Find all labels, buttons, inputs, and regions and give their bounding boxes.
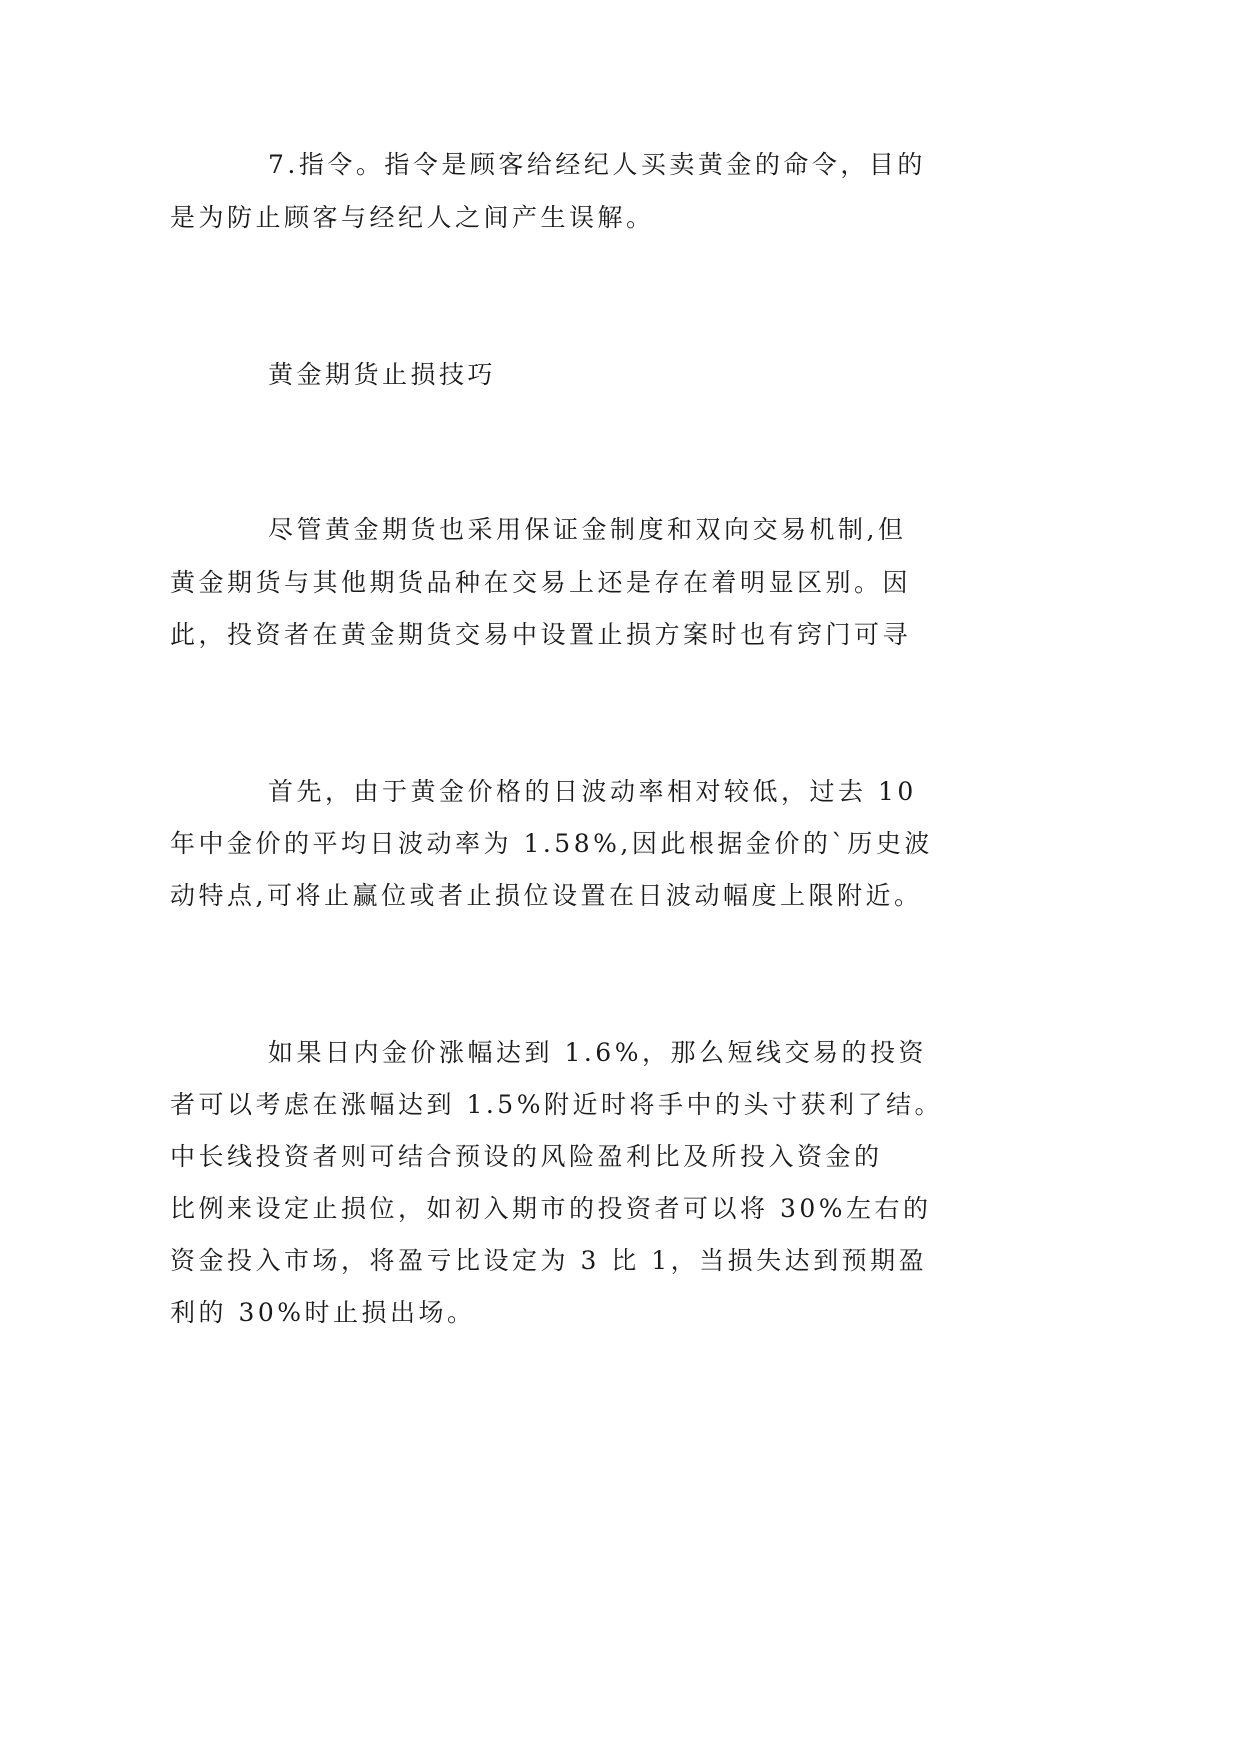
paragraph-4-line-2: 者可以考虑在涨幅达到 1.5%附近时将手中的头寸获利了结。 <box>170 1090 943 1119</box>
paragraph-2-line-1: 尽管黄金期货也采用保证金制度和双向交易机制,但 <box>268 515 907 544</box>
paragraph-3-line-2: 年中金价的平均日波动率为 1.58%,因此根据金价的`历史波 <box>170 829 933 858</box>
paragraph-4-line-6: 利的 30%时止损出场。 <box>170 1298 476 1327</box>
paragraph-4-line-3: 中长线投资者则可结合预设的风险盈利比及所投入资金的 <box>170 1142 883 1171</box>
paragraph-2-line-2: 黄金期货与其他期货品种在交易上还是存在着明显区别。因 <box>170 568 912 597</box>
section-heading: 黄金期货止损技巧 <box>268 360 497 389</box>
paragraph-3-line-1: 首先，由于黄金价格的日波动率相对较低，过去 10 <box>268 777 917 806</box>
paragraph-1-line-1: 7.指令。指令是顾客给经纪人买卖黄金的命令，目的 <box>268 150 926 179</box>
paragraph-1-line-2: 是为防止顾客与经纪人之间产生误解。 <box>170 203 655 232</box>
paragraph-2-line-3: 此，投资者在黄金期货交易中设置止损方案时也有窍门可寻 <box>170 620 912 649</box>
paragraph-4-line-1: 如果日内金价涨幅达到 1.6%，那么短线交易的投资 <box>268 1038 927 1067</box>
paragraph-4-line-5: 资金投入市场，将盈亏比设定为 3 比 1，当损失达到预期盈 <box>170 1246 928 1275</box>
paragraph-4-line-4: 比例来设定止损位，如初入期市的投资者可以将 30%左右的 <box>170 1194 932 1223</box>
paragraph-3-line-3: 动特点,可将止赢位或者止损位设置在日波动幅度上限附近。 <box>170 881 923 910</box>
